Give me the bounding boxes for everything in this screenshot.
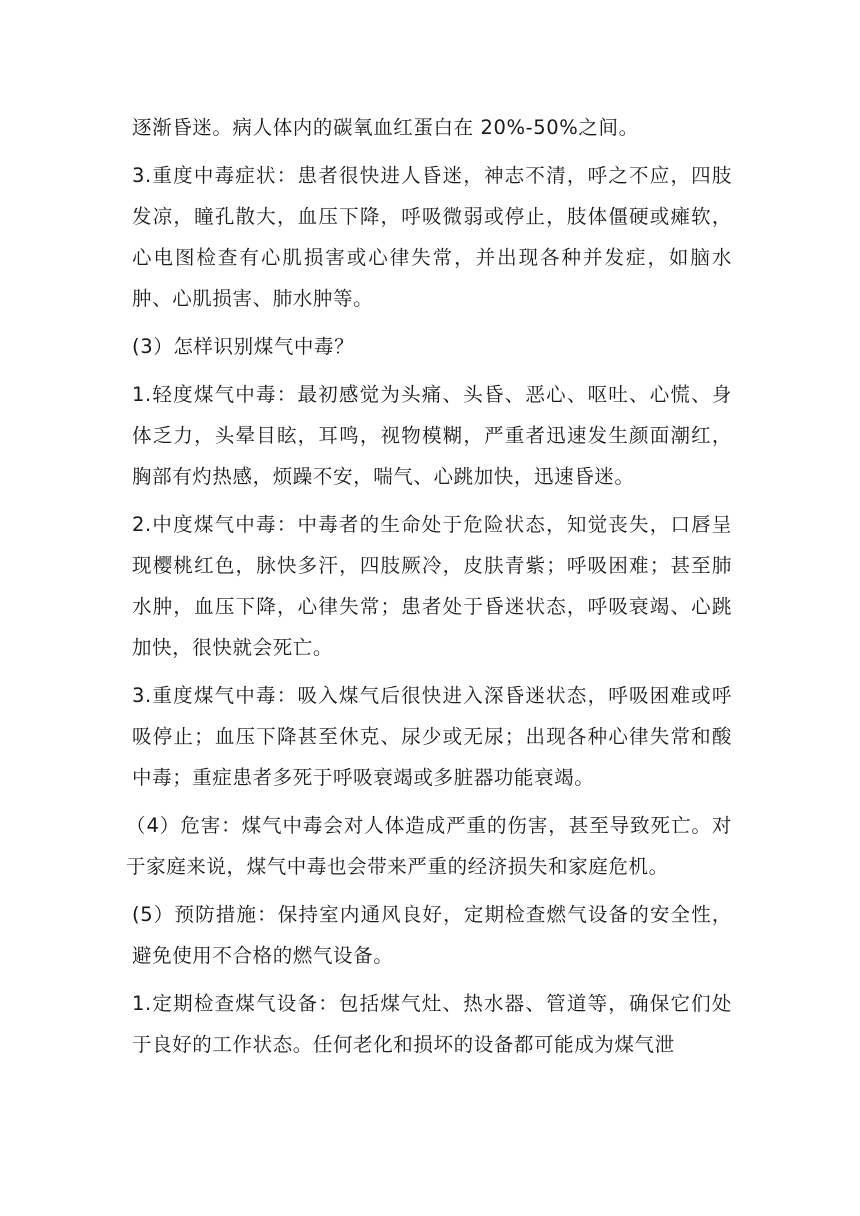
paragraph-prevention: (5）预防措施：保持室内通风良好，定期检查燃气设备的安全性，避免使用不合格的燃气设备。 xyxy=(132,903,732,967)
paragraph-severe-poisoning: 3.重度煤气中毒：吸入煤气后很快进入深昏迷状态，呼吸困难或呼吸停止；血压下降甚至休克、尿少或无尿；出现各种心律失常和酸中毒；重症患者多死于呼吸衰竭或多脏器功能衰竭。 xyxy=(132,684,732,789)
paragraph-mild-poisoning: 1.轻度煤气中毒：最初感觉为头痛、头昏、恶心、呕吐、心慌、身体乏力，头晕目眩，耳鸣，视物模糊，严重者迅速发生颜面潮红，胸部有灼热感，烦躁不安，喘气、心跳加快，迅速昏迷。 xyxy=(132,383,732,488)
document-page xyxy=(126,107,732,1072)
paragraph-check-equipment: 1.定期检查煤气设备：包括煤气灶、热水器、管道等，确保它们处于良好的工作状态。任何老化和损坏的设备都可能成为煤气泄 xyxy=(132,992,732,1056)
section-heading-identify: (3）怎样识别煤气中毒？ xyxy=(132,335,355,358)
paragraph-coma-hemoglobin: 逐渐昏迷。病人体内的碳氧血红蛋白在 20%-50%之间。 xyxy=(132,116,639,139)
paragraph-severe-symptoms: 3.重度中毒症状：患者很快进人昏迷，神志不清，呼之不应，四肢发凉，瞳孔散大，血压下降，呼吸微弱或停止，肢体僵硬或瘫软，心电图检查有心肌损害或心律失常，并出现各种并发症，如脑水肿、心肌损害、肺水肿等。 xyxy=(132,164,732,310)
paragraph-moderate-poisoning: 2.中度煤气中毒：中毒者的生命处于危险状态，知觉丧失，口唇呈现樱桃红色，脉快多汗，四肢厥冷，皮肤青紫；呼吸困难；甚至肺水肿，血压下降，心律失常；患者处于昏迷状态，呼吸衰竭、心跳加快，很快就会死亡。 xyxy=(132,513,732,659)
paragraph-hazards: （4）危害：煤气中毒会对人体造成严重的伤害，甚至导致死亡。对于家庭来说，煤气中毒也会带来严重的经济损失和家庭危机。 xyxy=(126,814,732,878)
